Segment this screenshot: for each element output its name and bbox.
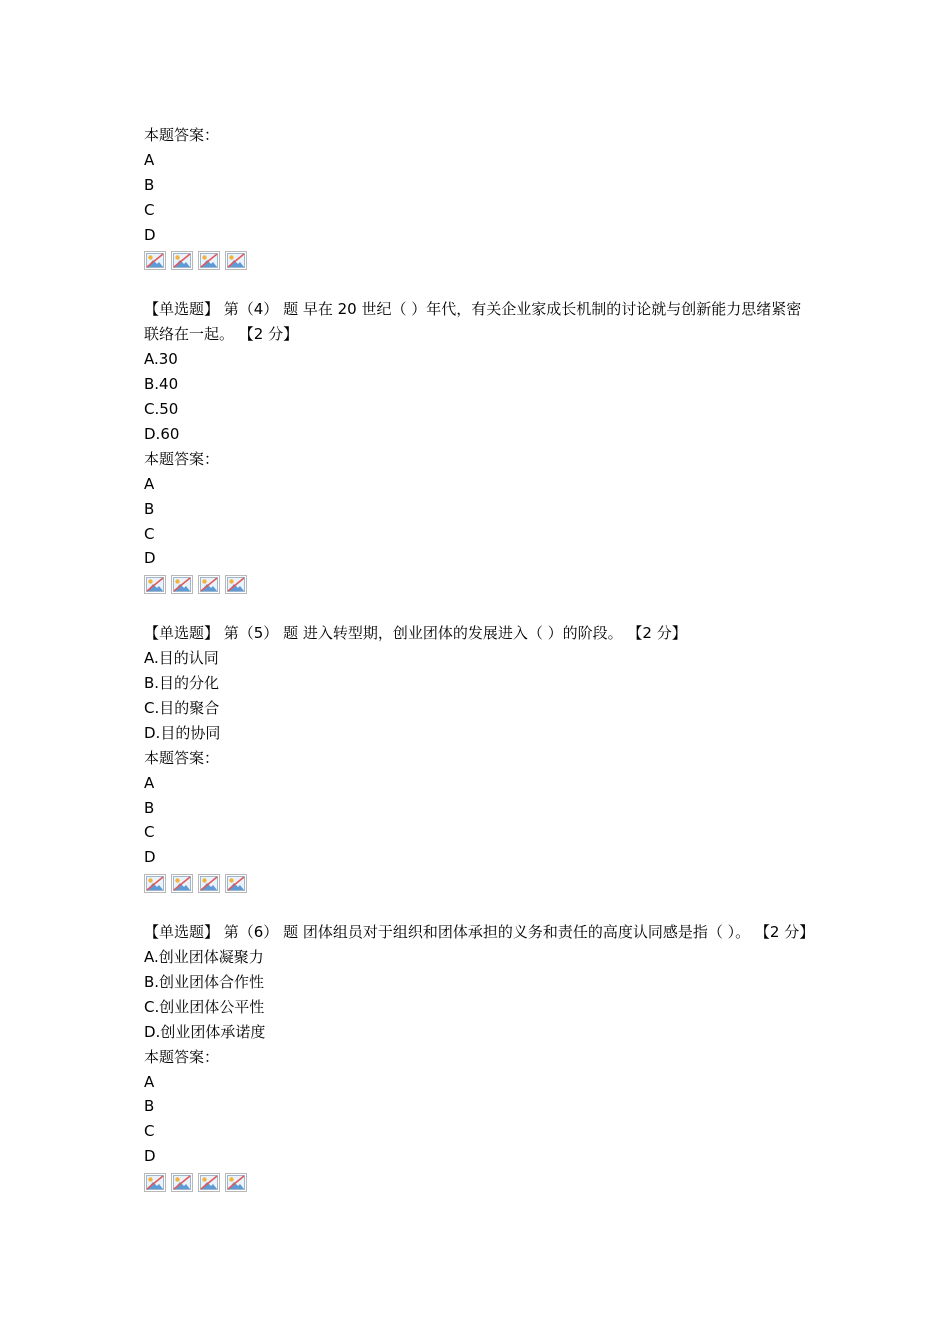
- broken-image-icon: [171, 1173, 193, 1192]
- choice: B.40: [144, 375, 179, 394]
- choice: C.目的聚合: [144, 698, 220, 717]
- question-4: [144, 297, 814, 596]
- broken-image-icon: [144, 575, 166, 594]
- answer-label: 本题答案：: [144, 449, 220, 468]
- answer-option-a: A: [144, 150, 155, 169]
- broken-image-icon: [198, 1173, 220, 1192]
- answer-image-row: [144, 1170, 814, 1194]
- answer-option-b: B: [144, 1097, 155, 1116]
- answer-option-c: C: [144, 1122, 155, 1141]
- broken-image-icon: [198, 874, 220, 893]
- answer-option-b: B: [144, 499, 155, 518]
- answer-option-c: C: [144, 823, 155, 842]
- question-text: 【单选题】 第（6） 题 团体组员对于组织和团体承担的义务和责任的高度认同感是指（ ）。 【2 分】: [144, 923, 815, 942]
- question-text: 【单选题】 第（4） 题 早在 20 世纪（ ）年代，有关企业家成长机制的讨论就与创新能力思绪紧密联络在一起。 【2 分】: [144, 300, 802, 344]
- choice: A.目的认同: [144, 649, 219, 668]
- document-body: [144, 123, 814, 1194]
- broken-image-icon: [144, 251, 166, 270]
- broken-image-icon: [144, 874, 166, 893]
- answer-image-row: [144, 871, 814, 895]
- choice: D.目的协同: [144, 723, 221, 742]
- answer-option-d: D: [144, 848, 156, 867]
- choice: A.30: [144, 350, 178, 369]
- answer-option-b: B: [144, 798, 155, 817]
- question-text: 【单选题】 第（5） 题 进入转型期，创业团体的发展进入（ ）的阶段。 【2 分】: [144, 624, 687, 643]
- answer-option-c: C: [144, 524, 155, 543]
- answer-option-d: D: [144, 549, 156, 568]
- answer-option-d: D: [144, 225, 156, 244]
- broken-image-icon: [225, 1173, 247, 1192]
- answer-image-row: [144, 572, 814, 596]
- question-5: [144, 621, 814, 895]
- question-6: [144, 920, 814, 1194]
- choice: B.创业团体合作性: [144, 973, 265, 991]
- answer-option-c: C: [144, 200, 155, 219]
- answer-option-d: D: [144, 1147, 156, 1166]
- answer-label: 本题答案：: [144, 1047, 220, 1066]
- choice: D.60: [144, 424, 180, 443]
- choice: D.创业团体承诺度: [144, 1022, 266, 1041]
- broken-image-icon: [225, 575, 247, 594]
- broken-image-icon: [225, 251, 247, 270]
- answer-option-a: A: [144, 1072, 155, 1091]
- broken-image-icon: [171, 251, 193, 270]
- answer-option-a: A: [144, 474, 155, 493]
- broken-image-icon: [225, 874, 247, 893]
- broken-image-icon: [198, 575, 220, 594]
- answer-image-row: [144, 248, 814, 272]
- broken-image-icon: [144, 1173, 166, 1192]
- choice: C.50: [144, 400, 179, 419]
- answer-option-a: A: [144, 773, 155, 792]
- choice: B.目的分化: [144, 674, 220, 693]
- answer-label: 本题答案：: [144, 748, 220, 767]
- answer-label: 本题答案：: [144, 126, 220, 144]
- broken-image-icon: [171, 874, 193, 893]
- choice: A.创业团体凝聚力: [144, 948, 264, 967]
- answer-option-b: B: [144, 175, 155, 194]
- broken-image-icon: [171, 575, 193, 594]
- broken-image-icon: [198, 251, 220, 270]
- choice: C.创业团体公平性: [144, 997, 265, 1016]
